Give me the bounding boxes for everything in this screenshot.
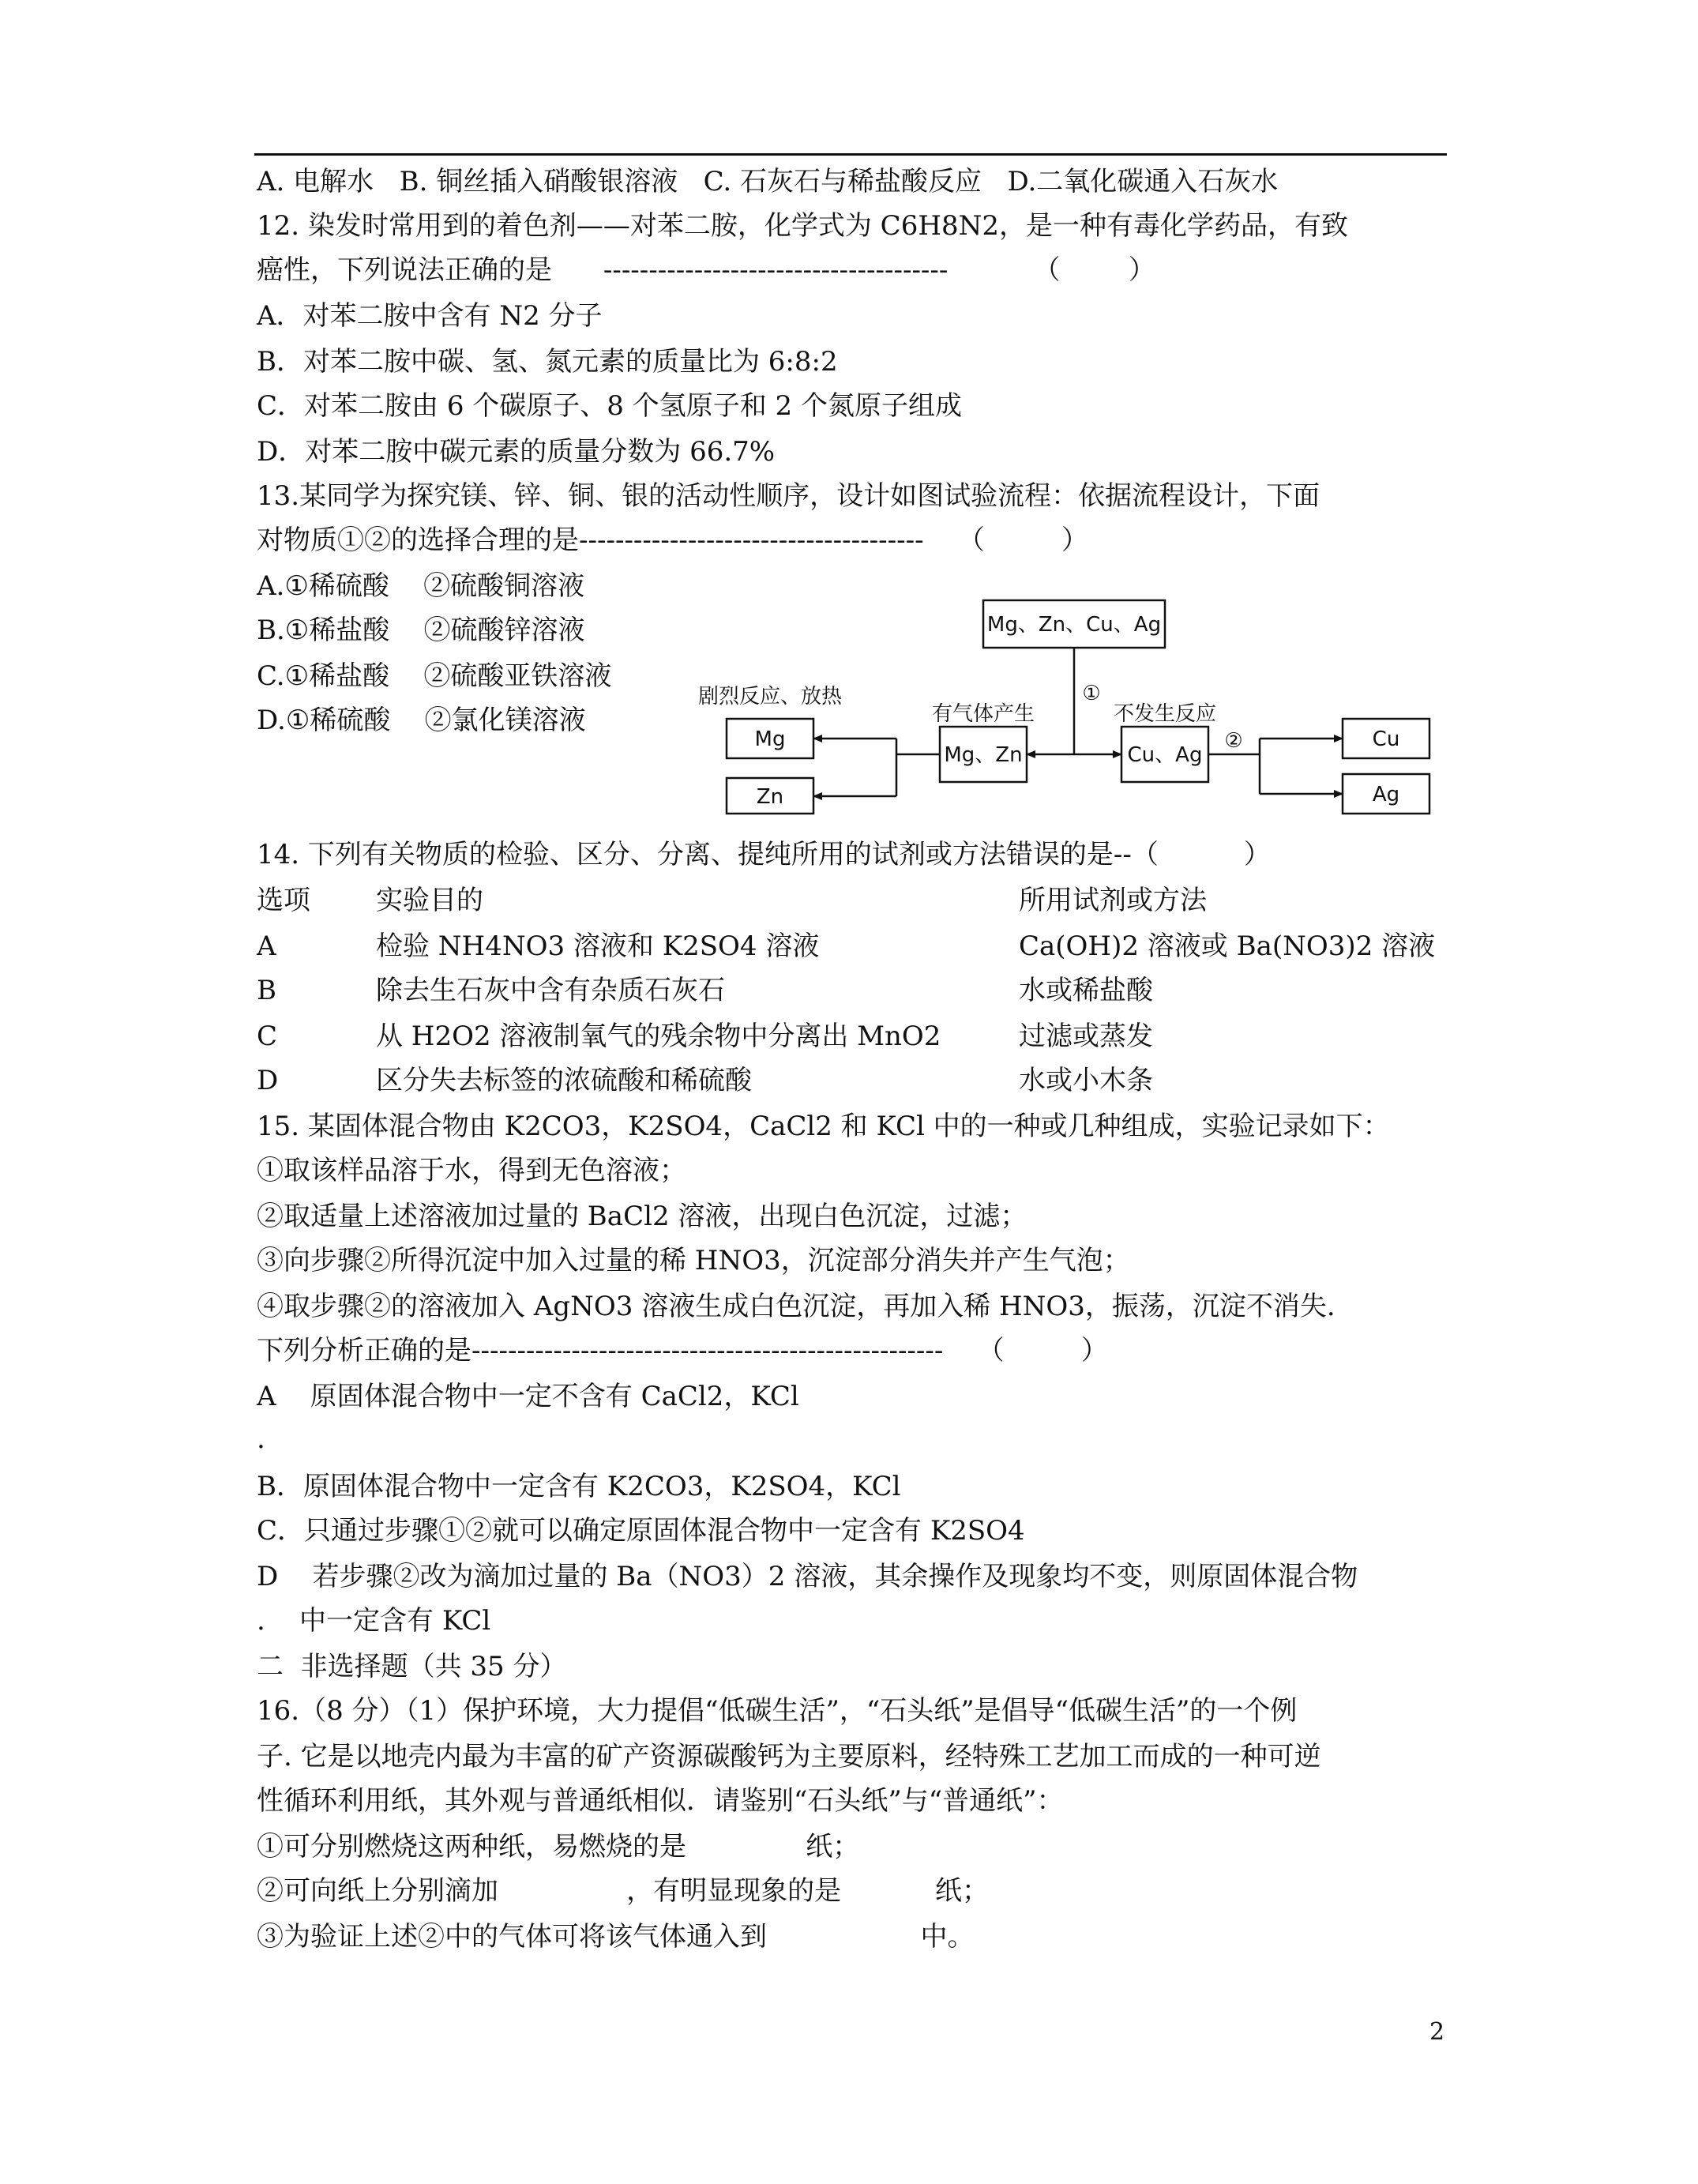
q15-question: 下列分析正确的是---------------------------------------------------- （ ） [257, 1335, 1108, 1366]
q11-options: A. 电解水 B. 铜丝插入硝酸银溶液 C. 石灰石与稀盐酸反应 D.二氧化碳通入石灰水 [257, 166, 1279, 197]
q15-step-4: ④取步骤②的溶液加入 AgNO3 溶液生成白色沉淀，再加入稀 HNO3，振荡，沉淀不消失. [257, 1291, 1335, 1322]
row-method: 水或稀盐酸 [1019, 975, 1153, 1006]
q15-step-2: ②取适量上述溶液加过量的 BaCl2 溶液，出现白色沉淀，过滤； [257, 1201, 1027, 1232]
flow-ag-label: Ag [1372, 783, 1400, 806]
flow-top-label: Mg、Zn、Cu、Ag [986, 613, 1162, 637]
flow-noreact-label: 不发生反应 [1113, 702, 1217, 726]
q16-item-2: ②可向纸上分别滴加 ，有明显现象的是 纸； [257, 1875, 989, 1907]
flow-step1-label: ① [1082, 682, 1101, 705]
header-method: 所用试剂或方法 [1019, 885, 1207, 916]
row-option: D [257, 1065, 279, 1096]
q13-option-a: A.①稀硫酸 ②硫酸铜溶液 [257, 570, 585, 602]
q13-stem-2: 对物质①②的选择合理的是-------------------------------------- （ ） [257, 524, 1089, 556]
q13-option-b: B.①稀盐酸 ②硫酸锌溶液 [257, 615, 585, 646]
flow-diagram [687, 592, 1445, 829]
q12-option-b: B．对苯二胺中碳、氢、氮元素的质量比为 6:8:2 [257, 346, 838, 378]
flow-mg-zn-label: Mg、Zn [944, 743, 1023, 767]
q16-stem-2: 子. 它是以地壳内最为丰富的矿产资源碳酸钙为主要原料，经特殊工艺加工而成的一种可逆 [257, 1741, 1321, 1772]
q16-item-1: ①可分别燃烧这两种纸，易燃烧的是 纸； [257, 1831, 860, 1863]
q15-option-d-1: D 若步骤②改为滴加过量的 Ba（NO3）2 溶液，其余操作及现象均不变，则原固体混合物 [257, 1561, 1358, 1592]
row-purpose: 区分失去标签的浓硫酸和稀硫酸 [376, 1065, 752, 1096]
q13-option-c: C.①稀盐酸 ②硫酸亚铁溶液 [257, 660, 612, 692]
q12-option-a: A．对苯二胺中含有 N2 分子 [257, 300, 603, 332]
row-option: A [257, 930, 276, 962]
row-method: Ca(OH)2 溶液或 Ba(NO3)2 溶液 [1019, 930, 1436, 962]
q14-stem: 14. 下列有关物质的检验、区分、分离、提纯所用的试剂或方法错误的是--（ ） [257, 839, 1271, 870]
row-purpose: 除去生石灰中含有杂质石灰石 [376, 975, 725, 1006]
flow-step2-label: ② [1224, 729, 1243, 753]
flow-cu-label: Cu [1372, 727, 1400, 751]
q15-option-d-2: . 中一定含有 KCl [257, 1605, 491, 1637]
q15-option-c: C．只通过步骤①②就可以确定原固体混合物中一定含有 K2SO4 [257, 1515, 1025, 1547]
flow-violent-label: 剧烈反应、放热 [697, 685, 843, 709]
q15-option-a: A 原固体混合物中一定不含有 CaCl2，KCl [257, 1381, 799, 1412]
row-option: B [257, 975, 276, 1006]
header-option: 选项 [257, 885, 310, 916]
row-option: C [257, 1021, 278, 1052]
q12-option-c: C．对苯二胺由 6 个碳原子、8 个氢原子和 2 个氮原子组成 [257, 390, 962, 422]
q16-item-3: ③为验证上述②中的气体可将该气体通入到 中。 [257, 1921, 975, 1953]
row-purpose: 检验 NH4NO3 溶液和 K2SO4 溶液 [376, 930, 820, 962]
q16-stem-3: 性循环利用纸，其外观与普通纸相似．请鉴别“石头纸”与“普通纸”： [257, 1785, 1064, 1817]
q15-stem: 15. 某固体混合物由 K2CO3，K2SO4，CaCl2 和 KCl 中的一种或几种组成，实验记录如下： [257, 1111, 1390, 1142]
q13-stem-1: 13.某同学为探究镁、锌、铜、银的活动性顺序，设计如图试验流程：依据流程设计，下面 [257, 480, 1320, 512]
row-purpose: 从 H2O2 溶液制氧气的残余物中分离出 MnO2 [376, 1021, 941, 1052]
flow-zn-label: Zn [756, 785, 784, 809]
header-rule [254, 153, 1447, 156]
q15-option-a-dot: . [257, 1423, 265, 1455]
row-method: 过滤或蒸发 [1019, 1021, 1153, 1052]
q15-option-b: B．原固体混合物中一定含有 K2CO3，K2SO4，KCl [257, 1471, 901, 1502]
row-method: 水或小木条 [1019, 1065, 1153, 1096]
flow-cu-ag-label: Cu、Ag [1127, 743, 1203, 767]
flow-mg-label: Mg [754, 727, 786, 751]
q13-option-d: D.①稀硫酸 ②氯化镁溶液 [257, 705, 586, 736]
q15-step-3: ③向步骤②所得沉淀中加入过量的稀 HNO3，沉淀部分消失并产生气泡； [257, 1245, 1130, 1276]
page-number: 2 [1429, 2018, 1445, 2046]
q12-stem-1: 12. 染发时常用到的着色剂——对苯二胺，化学式为 C6H8N2，是一种有毒化学药品，有致 [257, 210, 1348, 242]
section-two-heading: 二 非选择题（共 35 分） [257, 1651, 567, 1682]
q12-stem-2: 癌性，下列说法正确的是 -------------------------------------- （ ） [257, 254, 1155, 286]
q15-step-1: ①取该样品溶于水，得到无色溶液； [257, 1155, 686, 1186]
flow-gas-label: 有气体产生 [931, 702, 1035, 726]
q16-stem-1: 16.（8 分）（1）保护环境，大力提倡“低碳生活”，“石头纸”是倡导“低碳生活”的一个例 [257, 1695, 1298, 1727]
q12-option-d: D．对苯二胺中碳元素的质量分数为 66.7% [257, 436, 776, 468]
header-purpose: 实验目的 [376, 885, 483, 916]
